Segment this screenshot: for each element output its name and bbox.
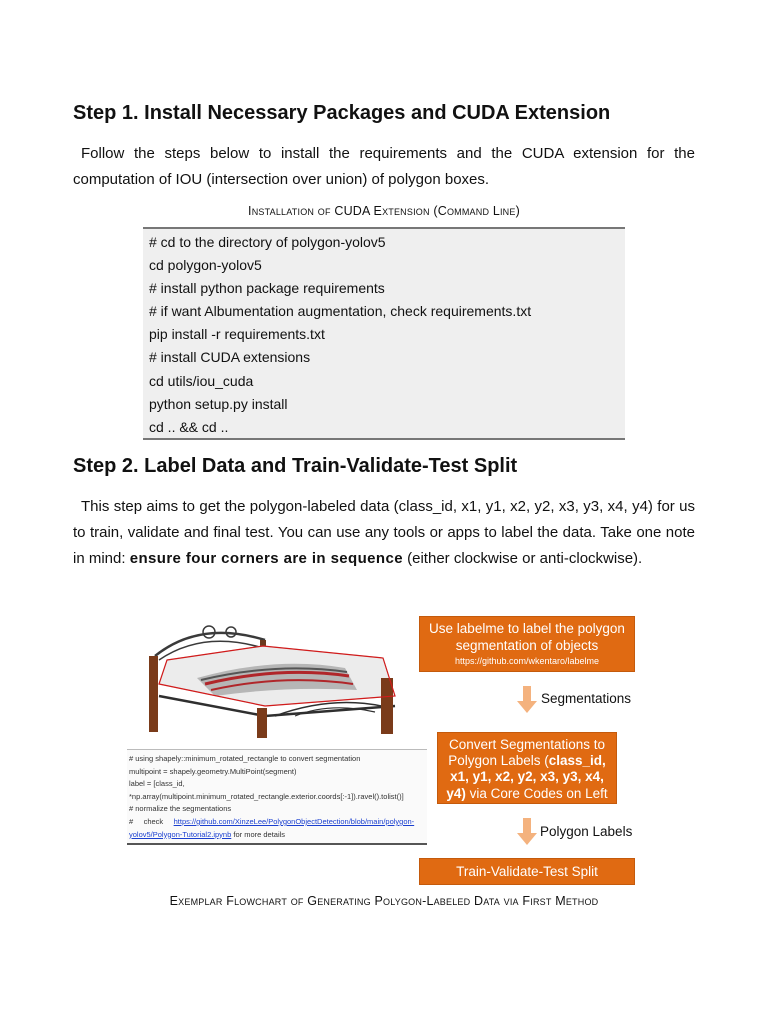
flowchart-caption: Exemplar Flowchart of Generating Polygon-Labeled Data via First Method (169, 894, 599, 908)
step2-heading: Step 2. Label Data and Train-Validate-Test Split (73, 455, 518, 477)
bed-image (145, 616, 405, 740)
snippet-check-line (129, 816, 425, 829)
code-block (143, 227, 625, 440)
snippet-link-line (129, 829, 425, 842)
code-line: pip install -r requirements.txt (149, 326, 325, 343)
box2-line3: x1, y1, x2, y2, x3, y3, x4, (450, 769, 604, 785)
code-line: # install python package requirements (149, 280, 385, 297)
snippet-link-1[interactable]: https://github.com/XinzeLee/PolygonObjectDetection/blob/main/polygon- (173, 816, 415, 826)
code-line: cd utils/iou_cuda (149, 372, 254, 389)
step2-text-after: (either clockwise or anti-clockwise). (402, 550, 643, 567)
box2-line2-text: Polygon Labels ( (448, 753, 549, 769)
code-line: # if want Albumentation augmentation, check requirements.txt (149, 303, 532, 320)
step2-text-bold: ensure four corners are in sequence (129, 550, 403, 567)
step1-heading: Step 1. Install Necessary Packages and CUDA Extension (73, 102, 611, 124)
code-line: # install CUDA extensions (149, 349, 311, 366)
flow-box-split: Train-Validate-Test Split (419, 858, 635, 885)
code-line: cd .. && cd .. (149, 418, 229, 435)
step1-paragraph: Follow the steps below to install the requirements and the CUDA extension for the computation of IOU (intersection over union) of polygon boxes. (73, 145, 695, 188)
snippet-line: label = [class_id, (129, 779, 185, 789)
box1-line1: Use labelme to label the polygon (429, 621, 625, 636)
flow-box-labelme (419, 616, 635, 672)
code-line: cd polygon-yolov5 (149, 257, 262, 274)
box2-line4-bold: y4) (446, 785, 466, 801)
snippet-link-suffix: for more details (231, 829, 286, 839)
code-snippet-image (127, 749, 427, 845)
snippet-line: *np.array(multipoint.minimum_rotated_rectangle.exterior.coords[:-1]).ravel().tolist()] (129, 791, 404, 801)
box2-line2 (438, 753, 616, 769)
snippet-check-prefix: # check (129, 816, 174, 826)
arrow-label-polygon-labels: Polygon Labels (540, 824, 633, 839)
step2-paragraph (73, 494, 695, 572)
code-line: # cd to the directory of polygon-yolov5 (149, 234, 386, 250)
box1-url[interactable]: https://github.com/wkentaro/labelme (454, 656, 600, 666)
code-line: python setup.py install (149, 395, 288, 412)
down-arrow-icon (516, 818, 538, 846)
box2-line4-text: via Core Codes on Left (465, 785, 608, 801)
snippet-line: # normalize the segmentations (129, 804, 232, 814)
snippet-link-2[interactable]: yolov5/Polygon-Tutorial2.ipynb (129, 829, 232, 839)
box1-line2: segmentation of objects (455, 638, 599, 653)
box2-line4 (438, 786, 616, 802)
arrow-label-segmentations: Segmentations (541, 691, 632, 706)
step2-text-before: This step aims to get the polygon-labeled data (class_id, x1, y1, x2, y2, x3, y3, x4, y4) for us to train, validate and final test. You can use any tools or apps to label the data. Take one note in mind: (73, 498, 695, 567)
snippet-line: multipoint = shapely.geometry.MultiPoint(segment) (129, 766, 297, 776)
code-caption: Installation of CUDA Extension (Command Line) (248, 204, 520, 218)
box2-line1: Convert Segmentations to (448, 737, 606, 752)
flow-box-convert (437, 732, 617, 804)
snippet-line: # using shapely::minimum_rotated_rectangle to convert segmentation (129, 754, 361, 763)
box2-line2-bold: class_id, (548, 753, 606, 769)
down-arrow-icon (516, 686, 538, 714)
